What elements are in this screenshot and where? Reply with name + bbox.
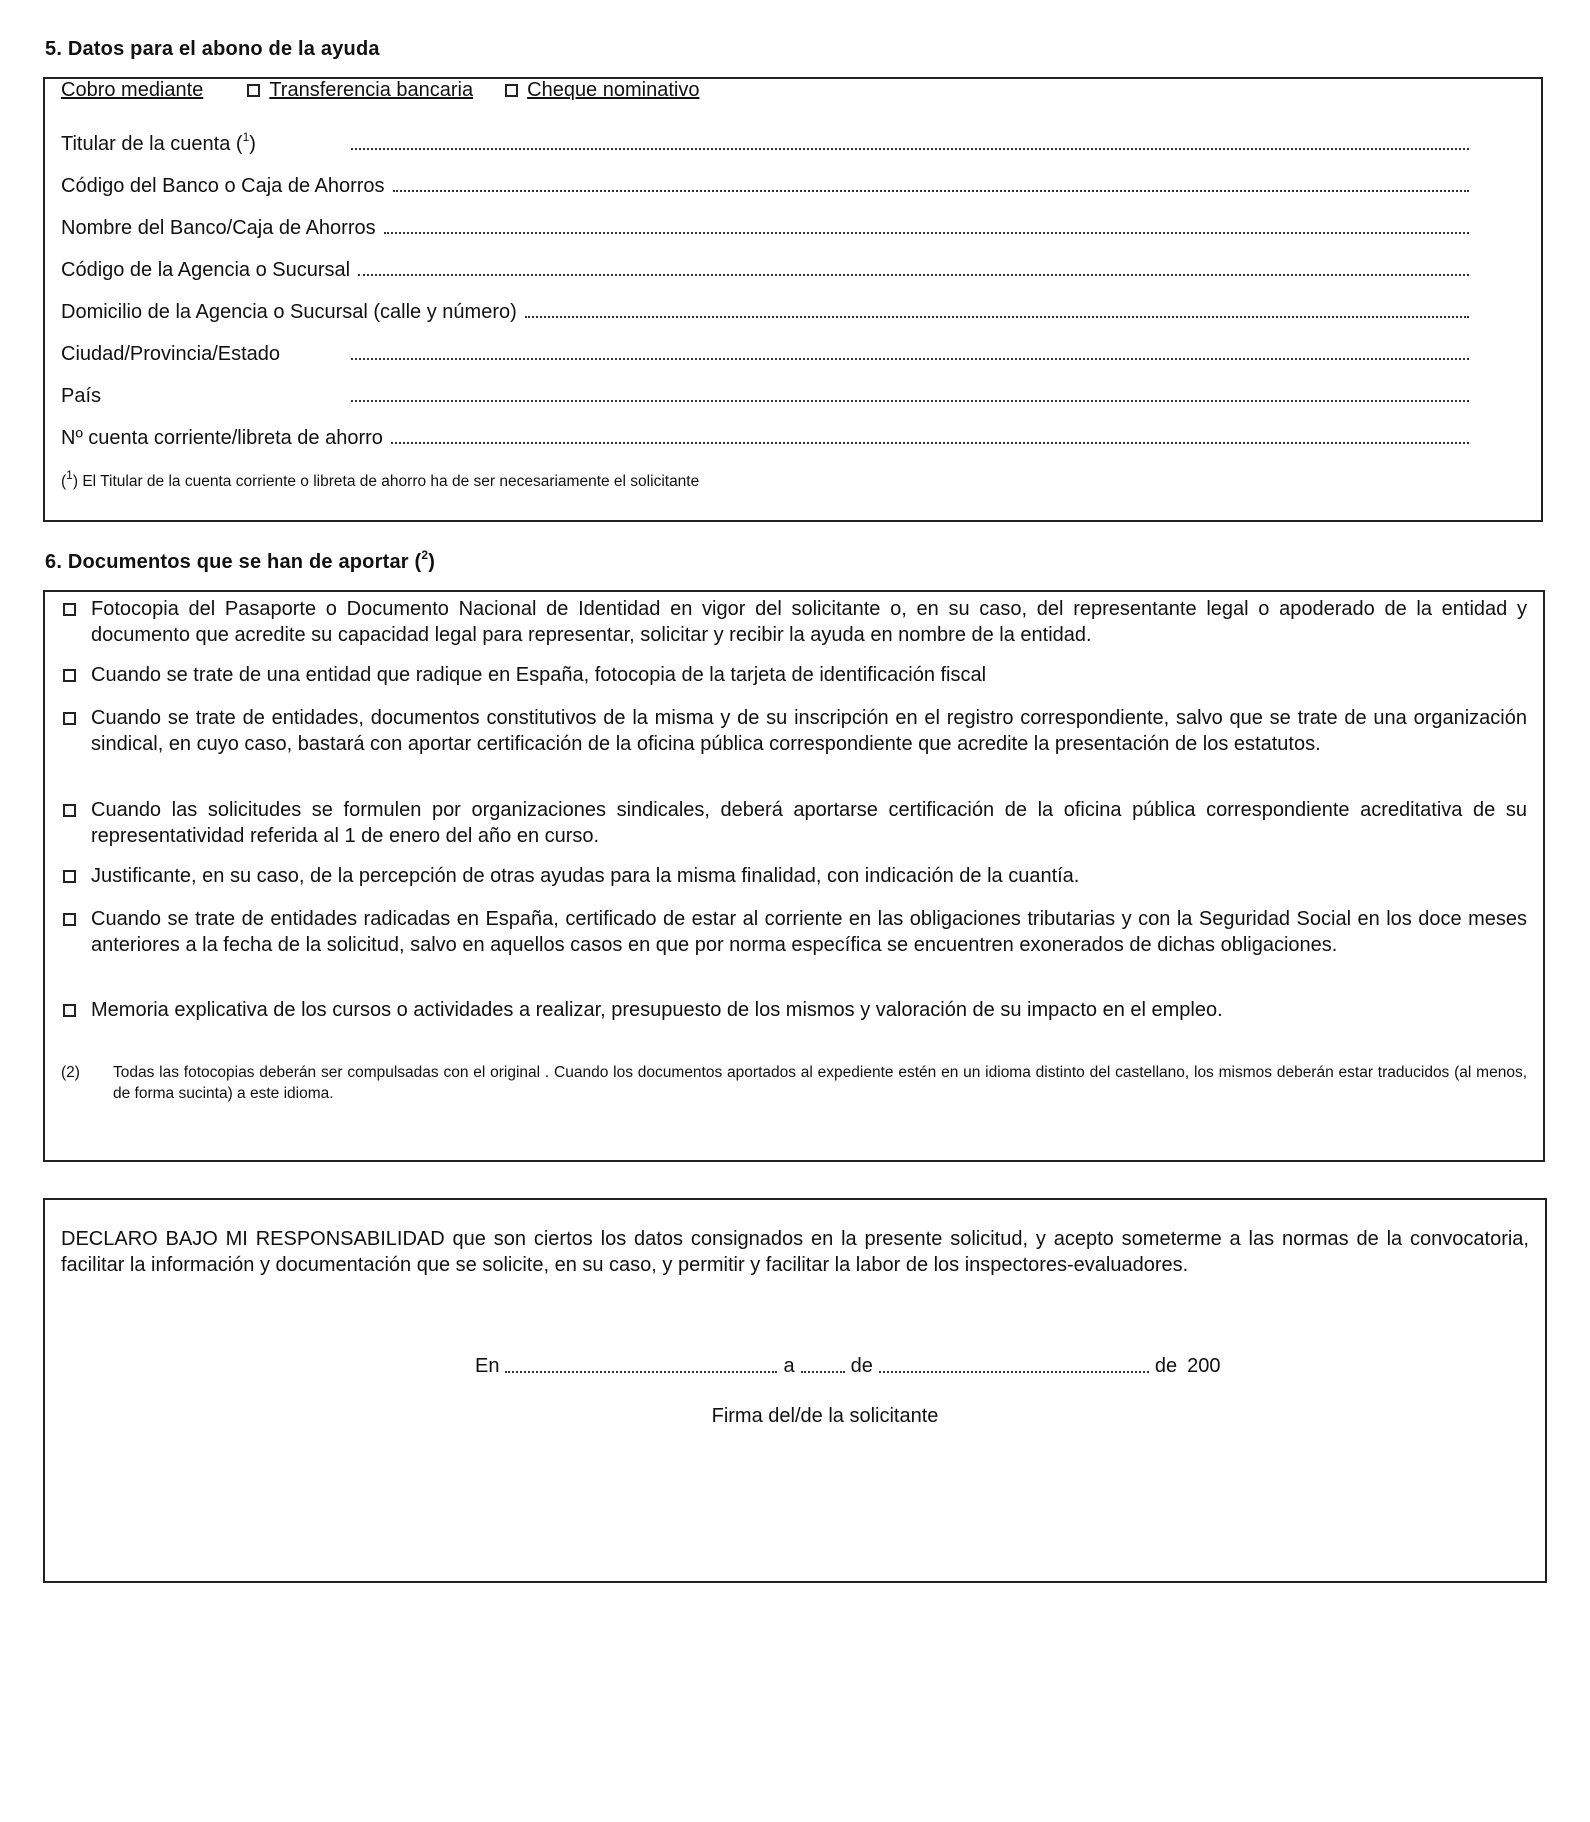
day-a-label: a [783, 1355, 795, 1377]
document-item-text: Fotocopia del Pasaporte o Documento Nacional de Identidad en vigor del solicitante o, en su caso, del representante legal o apoderado de la entidad y documento que acredite su capacidad legal para representar, solicitar y recibir la ayuda en nombre de la entidad. [91, 598, 1527, 646]
month-field[interactable] [879, 1371, 1149, 1373]
section-5-heading: 5. Datos para el abono de la ayuda [45, 38, 380, 60]
field-codigo-banco-label: Código del Banco o Caja de Ahorros [61, 175, 385, 197]
field-pais-label: País [61, 385, 102, 407]
documents-box [43, 590, 1545, 1162]
place-en-label: En [475, 1355, 500, 1377]
checkbox-document[interactable] [63, 913, 76, 926]
footnote-2-number: (2) [61, 1064, 80, 1081]
declaration-text: DECLARO BAJO MI RESPONSABILIDAD que son ciertos los datos consignados en la presente solicitud, y acepto someterme a las normas de la convocatoria, facilitar la información y documentación que se solicite, en su caso, y permitir y facilitar la labor de los inspectores-evaluadores. [61, 1228, 1529, 1276]
document-item-text: Cuando se trate de entidades radicadas en España, certificado de estar al corriente en las obligaciones tributarias y con la Seguridad Social en los doce meses anteriores a la fecha de la solicitud, salvo en aquellos casos en que por norma específica se encuentren exonerados de dichas obligaciones. [91, 908, 1527, 956]
field-cuenta-line[interactable] [391, 442, 1469, 444]
year-prefix: 200 [1187, 1355, 1221, 1377]
document-item[interactable] [61, 863, 1527, 889]
field-nombre-banco[interactable] [61, 214, 1469, 240]
field-domicilio-agencia[interactable] [61, 298, 1469, 324]
year-de-label: de [1154, 1355, 1178, 1377]
checkbox-document[interactable] [63, 712, 76, 725]
checkbox-cheque[interactable] [505, 84, 518, 97]
field-cuenta[interactable] [61, 424, 1469, 450]
checkbox-transfer[interactable] [247, 84, 260, 97]
month-de-label: de [850, 1355, 873, 1377]
field-titular-line[interactable] [351, 148, 1469, 150]
checkbox-document[interactable] [63, 804, 76, 817]
footnote-2-text: Todas las fotocopias deberán ser compulsadas con el original . Cuando los documentos aportados al expediente estén en un idioma distinto del castellano, los mismos deberán estar traducidos (al menos, de forma sucinta) a este idioma. [113, 1064, 1527, 1102]
document-item[interactable] [61, 906, 1527, 958]
option-transfer-label: Transferencia bancaria [269, 79, 474, 101]
checkbox-document[interactable] [63, 870, 76, 883]
declaration-box [43, 1198, 1547, 1583]
document-item[interactable] [61, 596, 1527, 648]
payment-data-box [43, 77, 1543, 522]
field-cuenta-label: Nº cuenta corriente/libreta de ahorro [61, 427, 383, 449]
field-ciudad-label: Ciudad/Provincia/Estado [61, 343, 281, 365]
document-item-text: Justificante, en su caso, de la percepción de otras ayudas para la misma finalidad, con indicación de la cuantía. [91, 865, 1080, 887]
day-field[interactable] [801, 1371, 845, 1373]
section-6-heading: 6. Documentos que se han de aportar ($^2$) [45, 548, 436, 573]
field-pais-line[interactable] [351, 400, 1469, 402]
field-codigo-agencia-label: Código de la Agencia o Sucursal [61, 259, 351, 281]
field-ciudad[interactable] [61, 340, 1469, 366]
field-nombre-banco-label: Nombre del Banco/Caja de Ahorros [61, 217, 376, 239]
option-transfer[interactable] [247, 79, 473, 102]
place-field[interactable] [505, 1371, 777, 1373]
document-item[interactable] [61, 662, 1527, 688]
footnote-2 [61, 1062, 1527, 1104]
checkbox-document[interactable] [63, 669, 76, 682]
document-item-text: Cuando se trate de entidades, documentos constitutivos de la misma y de su inscripción en el registro correspondiente, salvo que se trate de una organización sindical, en cuyo caso, bastará con aportar certificación de la oficina pública correspondiente que acredite la presentación de los estatutos. [91, 707, 1527, 755]
document-item-text: Cuando las solicitudes se formulen por organizaciones sindicales, deberá aportarse certificación de la oficina pública correspondiente acreditativa de su representatividad referida al 1 de enero del año en curso. [91, 799, 1527, 847]
field-pais[interactable] [61, 382, 1469, 408]
field-titular[interactable] [61, 130, 1469, 156]
field-codigo-agencia[interactable] [61, 256, 1469, 282]
place-date-row [475, 1355, 1220, 1378]
checkbox-document[interactable] [63, 1004, 76, 1017]
field-codigo-banco-line[interactable] [393, 190, 1469, 192]
footnote-1: ($^1$) El Titular de la cuenta corriente o libreta de ahorro ha de ser necesariamente el solicitante [61, 467, 700, 490]
document-item[interactable] [61, 997, 1527, 1023]
field-nombre-banco-line[interactable] [384, 232, 1469, 234]
document-item[interactable] [61, 705, 1527, 757]
field-domicilio-agencia-label: Domicilio de la Agencia o Sucursal (calle y número) [61, 301, 517, 323]
field-codigo-banco[interactable] [61, 172, 1469, 198]
payment-method-label: Cobro mediante [61, 79, 204, 101]
checkbox-document[interactable] [63, 603, 76, 616]
field-domicilio-agencia-line[interactable] [525, 316, 1469, 318]
document-item-text: Cuando se trate de una entidad que radique en España, fotocopia de la tarjeta de identificación fiscal [91, 664, 987, 686]
signature-label: Firma del/de la solicitante [711, 1405, 939, 1427]
document-item[interactable] [61, 797, 1527, 849]
document-item-text: Memoria explicativa de los cursos o actividades a realizar, presupuesto de los mismos y valoración de su impacto en el empleo. [91, 999, 1223, 1021]
payment-method-row [61, 79, 699, 102]
field-ciudad-line[interactable] [351, 358, 1469, 360]
field-codigo-agencia-line[interactable] [358, 274, 1469, 276]
field-titular-label: Titular de la cuenta ($^1$) [61, 130, 256, 155]
option-cheque-label: Cheque nominativo [527, 79, 700, 101]
option-cheque[interactable] [505, 79, 699, 102]
